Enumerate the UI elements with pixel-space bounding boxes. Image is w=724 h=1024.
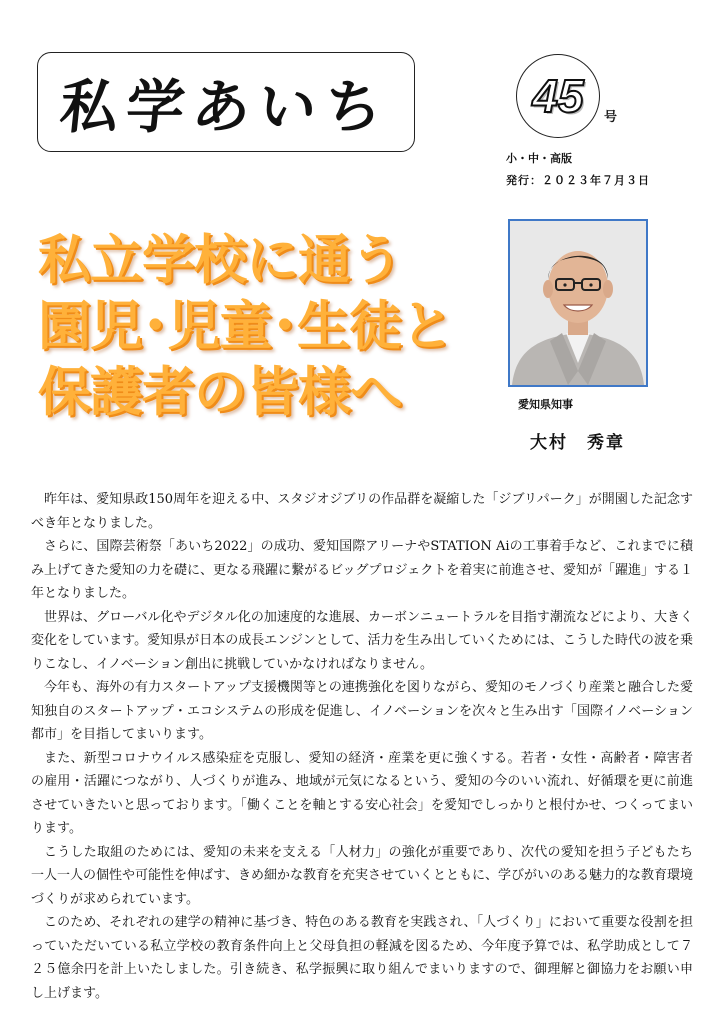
headline	[38, 228, 478, 426]
body-paragraph: 昨年は、愛知県政150周年を迎える中、スタジオジブリの作品群を凝縮した「ジブリパーク」が開園した記念すべき年となりました。	[31, 492, 693, 531]
body-paragraph: 世界は、グローバル化やデジタル化の加速度的な進展、カーボンニュートラルを目指す潮流などにより、大きく変化をしています。愛知県が日本の成長エンジンとして、活力を生み出していくためには、こうした時代の波を乗りこなし、イノベーション創出に挑戦していかなければなりません。	[31, 609, 693, 672]
issue-badge	[516, 54, 600, 138]
edition-label: 小・中・高版	[506, 152, 572, 165]
headline-line: 園児･児童･生徒と	[38, 296, 453, 357]
issue-number: 45	[532, 70, 584, 122]
body-paragraph: こうした取組のためには、愛知の未来を支える「人材力」の強化が重要であり、次代の愛知を担う子どもたち一人一人の個性や可能性を伸ばす、きめ細かな教育を充実させていくとともに、学びがいのある魅力的な教育環境づくりが求められています。	[31, 844, 693, 907]
body-paragraph: このため、それぞれの建学の精神に基づき、特色のある教育を実践され、「人づくり」において重要な役割を担っていただいている私立学校の教育条件向上と父母負担の軽減を図るため、今年度予算では、私学助成として７２５億余円を計上いたしました。引き続き、私学振興に取り組んでまいりますので、御理解と御協力をお願い申し上げます。	[31, 915, 693, 1001]
masthead-box	[37, 52, 415, 152]
governor-portrait	[508, 219, 648, 387]
body-paragraph: また、新型コロナウイルス感染症を克服し、愛知の経済・産業を更に強くする。若者・女性・高齢者・障害者の雇用・活躍につながり、人づくりが進み、地域が元気になるという、愛知の今のいい流れ、好循環を更に前進させていきたいと思っております。「働くことを軸とする安心社会」を愛知でしっかりと根付かせ、つくってまいります。	[31, 750, 693, 836]
message-body	[31, 488, 693, 1005]
body-paragraph: 今年も、海外の有力スタートアップ支援機関等との連携強化を図りながら、愛知のモノづくり産業と融合した愛知独自のスタートアップ・エコシステムの形成を促進し、イノベーションを次々と生み出す「国際イノベーション都市」を目指してまいります。	[31, 680, 693, 742]
governor-name: 大村 秀章	[530, 433, 625, 453]
governor-title: 愛知県知事	[518, 398, 573, 411]
issue-suffix: 号	[604, 110, 618, 125]
body-paragraph: さらに、国際芸術祭「あいち2022」の成功、愛知国際アリーナやSTATION Aiの工事着手など、これまでに積み上げてきた愛知の力を礎に、更なる飛躍に繋がるビッグプロジェクトを着実に前進させ、愛知が「躍進」する１年となりました。	[31, 539, 693, 601]
headline-line: 私立学校に通う	[38, 230, 402, 291]
issue-date: 発行：２０２３年７月３日	[506, 174, 650, 187]
publication-title: 私学あいち	[56, 73, 395, 141]
headline-line: 保護者の皆様へ	[38, 362, 402, 423]
